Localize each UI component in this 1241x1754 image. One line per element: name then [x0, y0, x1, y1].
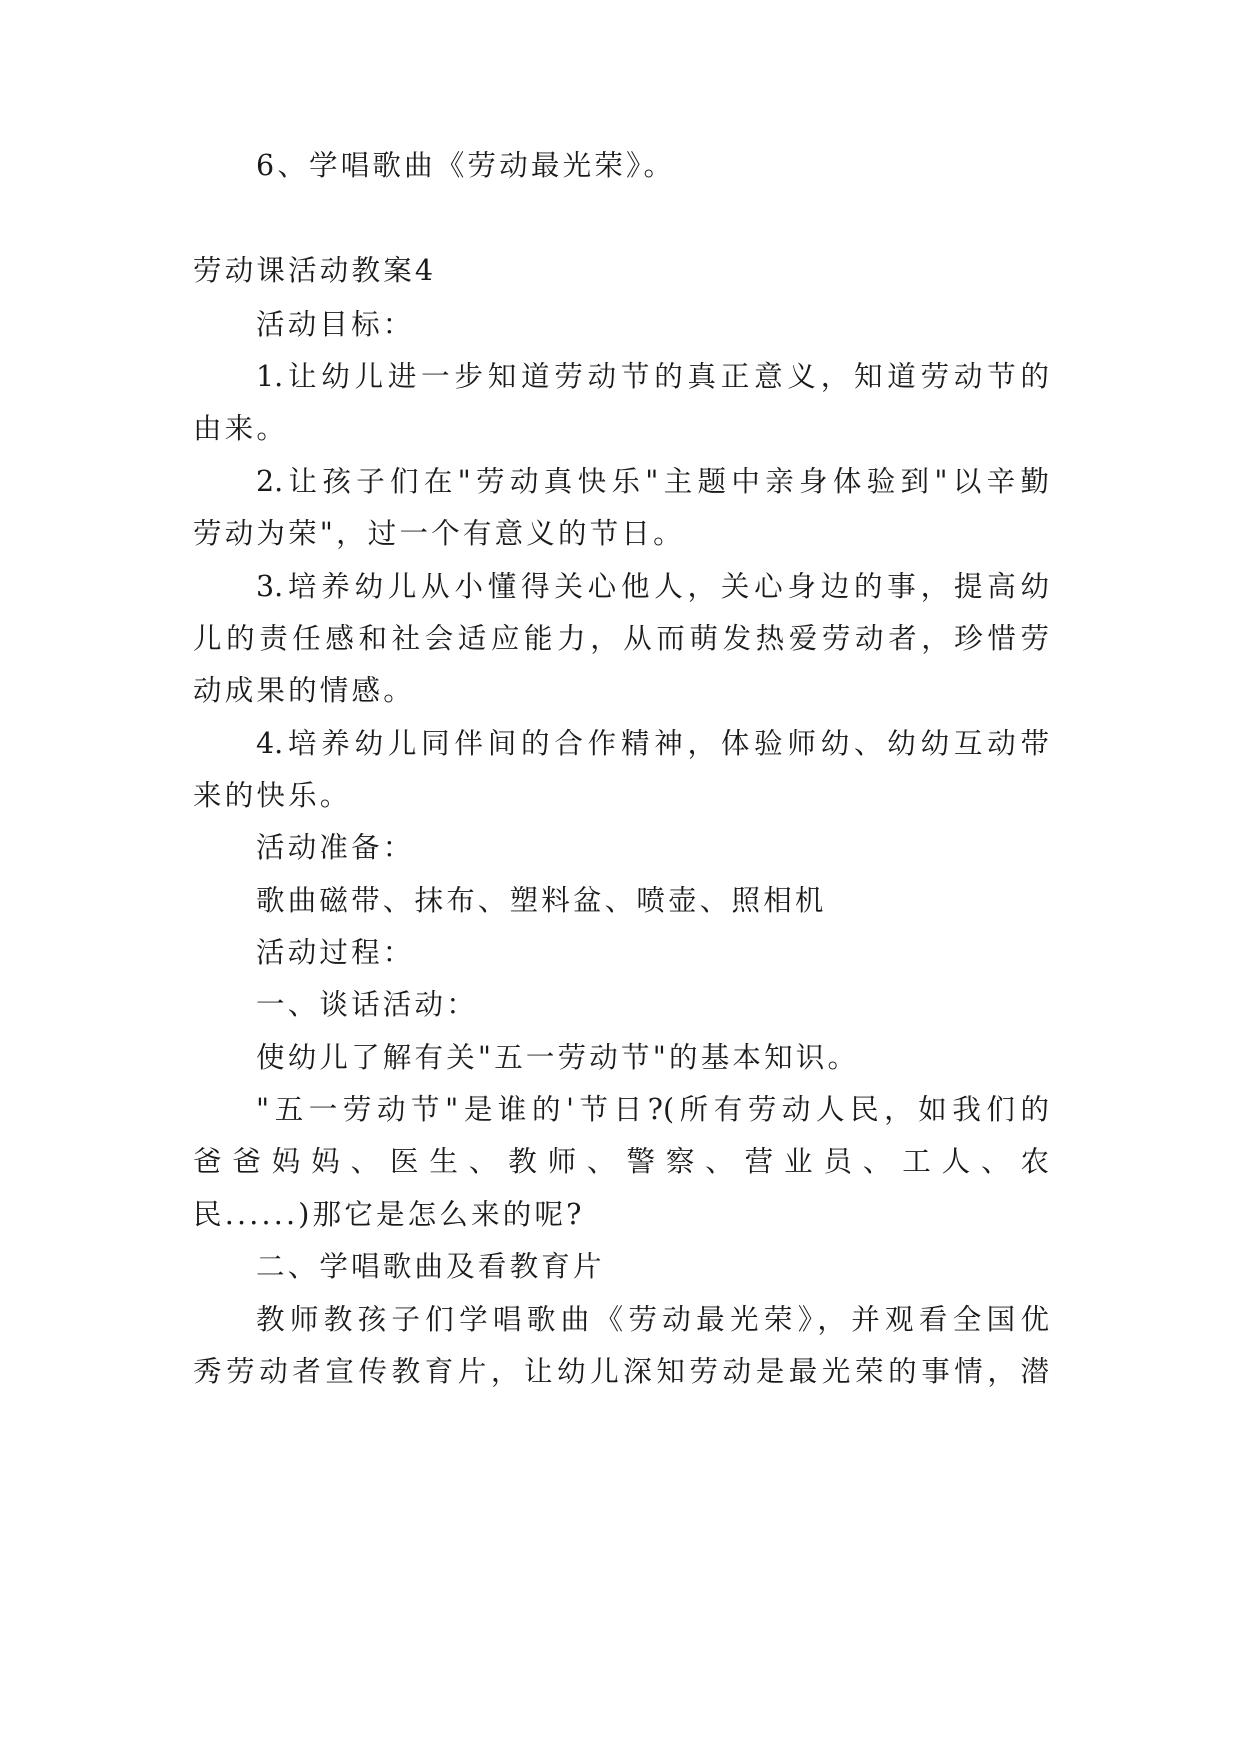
paragraph-line-goal-2-cont: 劳动为荣"，过一个有意义的节日。 — [193, 517, 685, 550]
paragraph-line-goal-1-cont: 由来。 — [193, 412, 289, 445]
subheading-song-and-film: 二、学唱歌曲及看教育片 — [256, 1250, 605, 1283]
subheading-activity-process: 活动过程： — [256, 936, 415, 969]
paragraph-line-goal-2: 2.让孩子们在"劳动真快乐"主题中亲身体验到"以辛勤 — [256, 465, 1049, 498]
paragraph-line-question-end: 民......)那它是怎么来的呢? — [193, 1198, 585, 1231]
paragraph-line-goal-3: 3.培养幼儿从小懂得关心他人，关心身边的事，提高幼 — [256, 570, 1049, 603]
paragraph-line-question-cont: 爸爸妈妈、医生、教师、警察、营业员、工人、农 — [193, 1145, 1049, 1178]
paragraph-line-goal-4: 4.培养幼儿同伴间的合作精神，体验师幼、幼幼互动带 — [256, 727, 1049, 760]
paragraph-line-goal-3-end: 动成果的情感。 — [193, 674, 415, 707]
section-heading: 劳动课活动教案4 — [193, 254, 437, 287]
paragraph-line-goal-4-cont: 来的快乐。 — [193, 779, 352, 812]
paragraph-line-teaching: 教师教孩子们学唱歌曲《劳动最光荣》，并观看全国优 — [256, 1303, 1049, 1336]
paragraph-line-question: "五一劳动节"是谁的'节日?(所有劳动人民，如我们的 — [256, 1093, 1049, 1126]
paragraph-line-teaching-cont: 秀劳动者宣传教育片，让幼儿深知劳动是最光荣的事情，潜 — [193, 1355, 1049, 1388]
paragraph-line-materials: 歌曲磁带、抹布、塑料盆、喷壶、照相机 — [256, 884, 827, 917]
subheading-activity-goals: 活动目标： — [256, 308, 415, 341]
subheading-talk-activity: 一、谈话活动： — [256, 988, 478, 1021]
subheading-activity-prep: 活动准备： — [256, 831, 415, 864]
paragraph-line-song-step: 6、学唱歌曲《劳动最光荣》。 — [256, 149, 676, 182]
paragraph-line-goal-3-cont: 儿的责任感和社会适应能力，从而萌发热爱劳动者，珍惜劳 — [193, 622, 1049, 655]
paragraph-line-goal-1: 1.让幼儿进一步知道劳动节的真正意义，知道劳动节的 — [256, 360, 1049, 393]
paragraph-line-knowledge: 使幼儿了解有关"五一劳动节"的基本知识。 — [256, 1041, 860, 1074]
